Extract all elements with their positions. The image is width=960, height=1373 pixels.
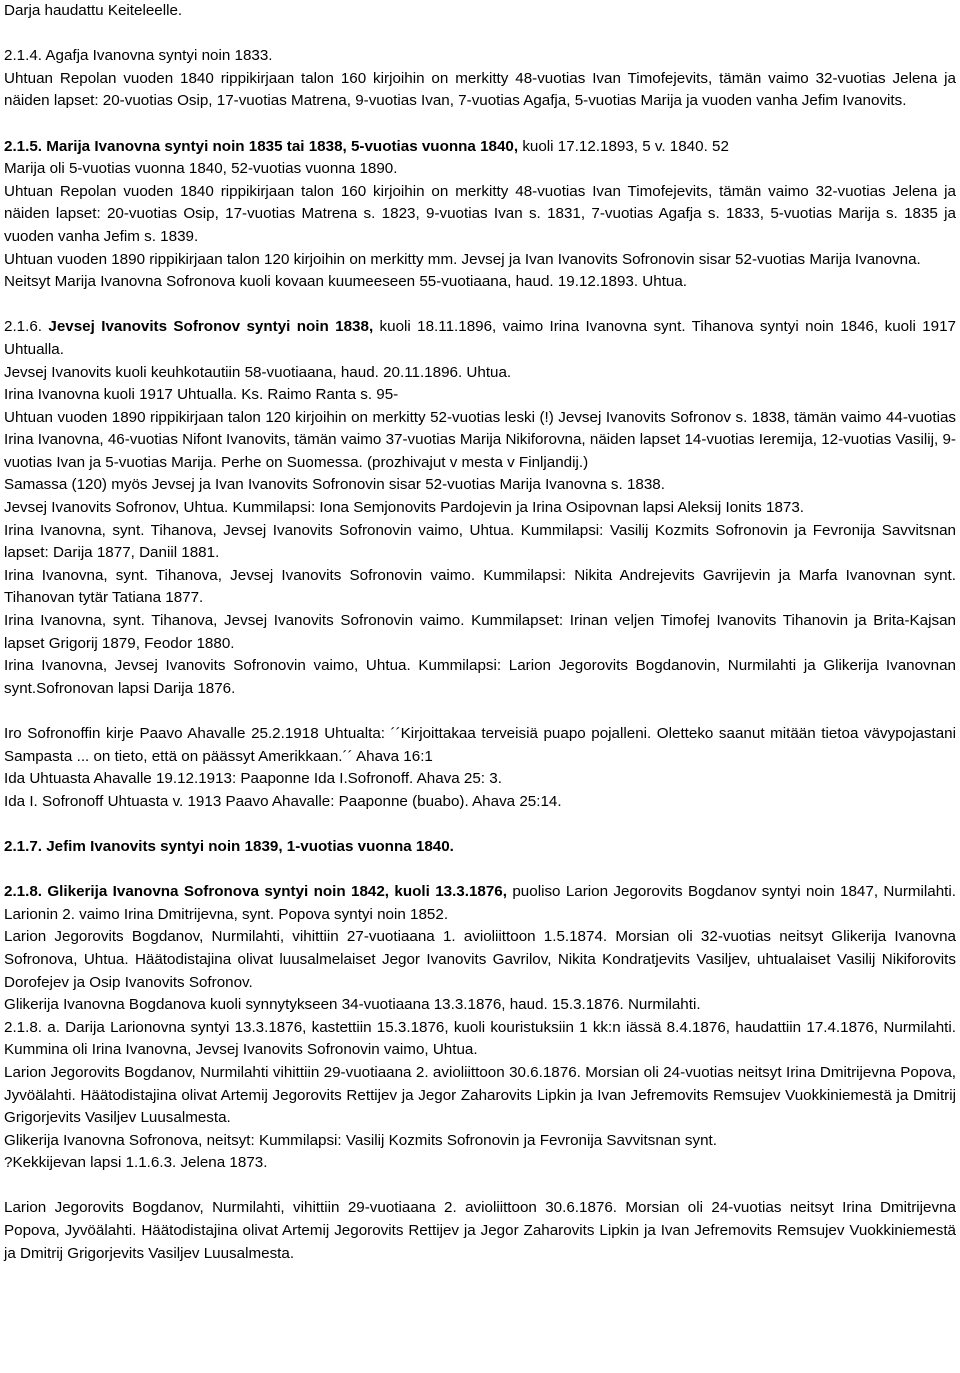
letter-paragraph: Ida I. Sofronoff Uhtuasta v. 1913 Paavo Ahavalle: Paaponne (buabo). Ahava 25:14. xyxy=(4,792,562,810)
spacer xyxy=(4,813,956,836)
section-2-1-8-heading-rest: puoliso Larion Jegorovits Bogdanov syntyi noin 1847, Nurmilahti. Larionin 2. vaimo Irina Dmitrijevna, synt. Popova syntyi noin 1852. xyxy=(4,883,956,923)
section-2-1-8-paragraph: Larion Jegorovits Bogdanov, Nurmilahti vihittiin 29-vuotiaana 2. avioliittoon 30.6.1876. Morsian oli 24-vuotias neitsyt Irina Dmitrijevna Popova, Jyvöälahti. Häätodistajina olivat Artemij Jegorovits Rettijev ja Jegor Zaharovits Lipkin ja Ivan Jefremovits Remsujev Vuokkiniemestä ja Dmitrij Grigorjevits Vasiljev Luusalmesta. xyxy=(4,1063,956,1127)
section-2-1-5-heading-line xyxy=(4,136,956,159)
section-2-1-6-paragraph: Irina Ivanovna, synt. Tihanova, Jevsej Ivanovits Sofronovin vaimo. Kummilapsi: Nikita Andrejevits Gavrijevin ja Marfa Ivanovnan synt. Tihanovan tytär Tatiana 1877. xyxy=(4,566,956,607)
section-2-1-7-heading-text: 2.1.7. Jefim Ivanovits syntyi noin 1839, 1-vuotias vuonna 1840. xyxy=(4,837,454,855)
spacer xyxy=(4,859,956,882)
section-2-1-6-number: 2.1.6. xyxy=(4,318,42,336)
section-2-1-8-heading-line xyxy=(4,881,956,926)
section-2-1-8-paragraph: ?Kekkijevan lapsi 1.1.6.3. Jelena 1873. xyxy=(4,1154,268,1172)
section-2-1-8-paragraph: Glikerija Ivanovna Sofronova, neitsyt: Kummilapsi: Vasilij Kozmits Sofronovin ja Fevronija Savvitsnan synt. xyxy=(4,1131,717,1149)
section-2-1-8-paragraph: Larion Jegorovits Bogdanov, Nurmilahti, vihittiin 27-vuotiaana 1. avioliittoon 1.5.1874. Morsian oli 32-vuotias neitsyt Glikerija Ivanovna Sofronova, Uhtua. Häätodistajina olivat luusalmelaiset Jegor Ivanovits Gavrilov, Nikita Kondratjevits Vasiljev, uhtualaiset Vasilij Nikiforovits Dorofejev ja Osip Ivanovits Sofronov. xyxy=(4,928,956,991)
section-2-1-6-paragraph: Jevsej Ivanovits Sofronov, Uhtua. Kummilapsi: Iona Semjonovits Pardojevin ja Irina Osipovnan lapsi Aleksij Ionits 1873. xyxy=(4,499,804,517)
section-2-1-6-paragraph: Irina Ivanovna, Jevsej Ivanovits Sofronovin vaimo, Uhtua. Kummilapsi: Larion Jegorovits Bogdanovin, Nurmilahti ja Glikerija Ivanovnan synt.Sofronovan lapsi Darija 1876. xyxy=(4,657,956,697)
section-2-1-5-heading-rest: kuoli 17.12.1893, 5 v. 1840. 52 xyxy=(518,137,729,155)
section-2-1-5-number: 2.1.5. xyxy=(4,137,42,155)
intro-line: Darja haudattu Keiteleelle. xyxy=(4,2,183,19)
spacer xyxy=(4,1175,956,1198)
section-2-1-8-paragraph: 2.1.8. a. Darija Larionovna syntyi 13.3.1876, kastettiin 15.3.1876, kuoli kouristuksiin 1 kk:n iässä 8.4.1876, haudattiin 17.4.1876, Nurmilahti. Kummina oli Irina Ivanovna, Jevsej Ivanovits Sofronovin vaimo, Uhtua. xyxy=(4,1018,956,1059)
section-2-1-7-heading xyxy=(4,836,956,859)
spacer xyxy=(4,113,956,136)
section-2-1-4-text: Uhtuan Repolan vuoden 1840 rippikirjaan talon 160 kirjoihin on merkitty 48-vuotias Ivan Timofejevits, tämän vaimo 32-vuotias Jelena ja näiden lapset: 20-vuotias Osip, 17-vuotias Matrena, 9-vuotias Ivan, 7-vuotias Agafja, 5-vuotias Marija ja vuoden vanha Jefim Ivanovits. xyxy=(4,69,956,110)
section-2-1-6-heading: Jevsej Ivanovits Sofronov syntyi noin 1838, xyxy=(48,318,374,336)
section-2-1-5-paragraph: Neitsyt Marija Ivanovna Sofronova kuoli kovaan kuumeeseen 55-vuotiaana, haud. 19.12.1893. Uhtua. xyxy=(4,273,688,291)
section-2-1-6-heading-line xyxy=(4,316,956,361)
spacer xyxy=(4,23,956,46)
document-page xyxy=(4,0,956,1265)
spacer xyxy=(4,294,956,317)
section-2-1-5-paragraph: Uhtuan Repolan vuoden 1840 rippikirjaan talon 160 kirjoihin on merkitty 48-vuotias Ivan Timofejevits, tämän vaimo 32-vuotias Jelena ja näiden lapset: 20-vuotias Osip, 17-vuotias Matrena s. 1823, 9-vuotias Ivan s. 1831, 7-vuotias Agafja s. 1833, 5-vuotias Marija s. 1835 ja vuoden vanha Jefim s. 1839. xyxy=(4,182,956,245)
section-2-1-8-heading: 2.1.8. Glikerija Ivanovna Sofronova syntyi noin 1842, kuoli 13.3.1876, xyxy=(4,883,507,901)
section-2-1-8-paragraph: Glikerija Ivanovna Bogdanova kuoli synnytykseen 34-vuotiaana 13.3.1876, haud. 15.3.1876. Nurmilahti. xyxy=(4,996,701,1014)
section-2-1-6-paragraph: Jevsej Ivanovits kuoli keuhkotautiin 58-vuotiaana, haud. 20.11.1896. Uhtua. xyxy=(4,363,512,381)
section-2-1-8-paragraph: Larion Jegorovits Bogdanov, Nurmilahti, vihittiin 29-vuotiaana 2. avioliittoon 30.6.1876. Morsian oli 24-vuotias neitsyt Irina Dmitrijevna Popova, Jyvöälahti. Häätodistajina olivat Artemij Jegorovits Rettijev ja Jegor Zaharovits Lipkin ja Ivan Jefremovits Remsujev Vuokkiniemestä ja Dmitrij Grigorjevits Vasiljev Luusalmesta. xyxy=(4,1199,956,1262)
letter-paragraph: Iro Sofronoffin kirje Paavo Ahavalle 25.2.1918 Uhtualta: ´´Kirjoittakaa terveisiä puapo pojalleni. Oletteko saanut mitään tietoa vävypojastani Sampasta ... on tieto, että on päässyt Amerikkaan.´´ Ahava 16:1 xyxy=(4,725,956,765)
section-2-1-6-paragraph: Irina Ivanovna kuoli 1917 Uhtualla. Ks. Raimo Ranta s. 95- xyxy=(4,386,399,404)
section-2-1-6-paragraph: Uhtuan vuoden 1890 rippikirjaan talon 120 kirjoihin on merkitty 52-vuotias leski (!) Jevsej Ivanovits Sofronov s. 1838, tämän vaimo 44-vuotias Irina Ivanovna, 46-vuotias Nifont Ivanovits, tämän vaimo 37-vuotias Marija Nikiforovna, näiden lapset 14-vuotias Ieremija, 12-vuotias Vasilij, 9-vuotias Ivan ja 5-vuotias Marija. Perhe on Suomessa. (prozhivajut v mesta v Finljandij.) xyxy=(4,408,956,471)
section-2-1-6-paragraph: Samassa (120) myös Jevsej ja Ivan Ivanovits Sofronovin sisar 52-vuotias Marija Ivanovna s. 1838. xyxy=(4,476,665,494)
spacer xyxy=(4,700,956,723)
section-2-1-6-paragraph: Irina Ivanovna, synt. Tihanova, Jevsej Ivanovits Sofronovin vaimo, Uhtua. Kummilapsi: Vasilij Kozmits Sofronovin ja Fevronija Savvitsnan lapset: Darija 1877, Daniil 1881. xyxy=(4,521,956,562)
letter-paragraph: Ida Uhtuasta Ahavalle 19.12.1913: Paaponne Ida I.Sofronoff. Ahava 25: 3. xyxy=(4,770,502,788)
section-2-1-6-paragraph: Irina Ivanovna, synt. Tihanova, Jevsej Ivanovits Sofronovin vaimo. Kummilapset: Irinan veljen Timofej Ivanovits Tihanovin ja Brita-Kajsan lapset Grigorij 1879, Feodor 1880. xyxy=(4,612,956,652)
section-2-1-5-heading: Marija Ivanovna syntyi noin 1835 tai 1838, 5-vuotias vuonna 1840, xyxy=(46,137,519,155)
section-2-1-5-paragraph: Marija oli 5-vuotias vuonna 1840, 52-vuotias vuonna 1890. xyxy=(4,160,398,178)
section-2-1-6-heading-rest: kuoli 18.11.1896, vaimo Irina Ivanovna synt. Tihanova syntyi noin 1846, kuoli 1917 Uhtualla. xyxy=(4,318,956,358)
section-2-1-5-paragraph: Uhtuan vuoden 1890 rippikirjaan talon 120 kirjoihin on merkitty mm. Jevsej ja Ivan Ivanovits Sofronovin sisar 52-vuotias Marija Ivanovna. xyxy=(4,250,921,268)
section-2-1-4-heading: 2.1.4. Agafja Ivanovna syntyi noin 1833. xyxy=(4,47,273,65)
